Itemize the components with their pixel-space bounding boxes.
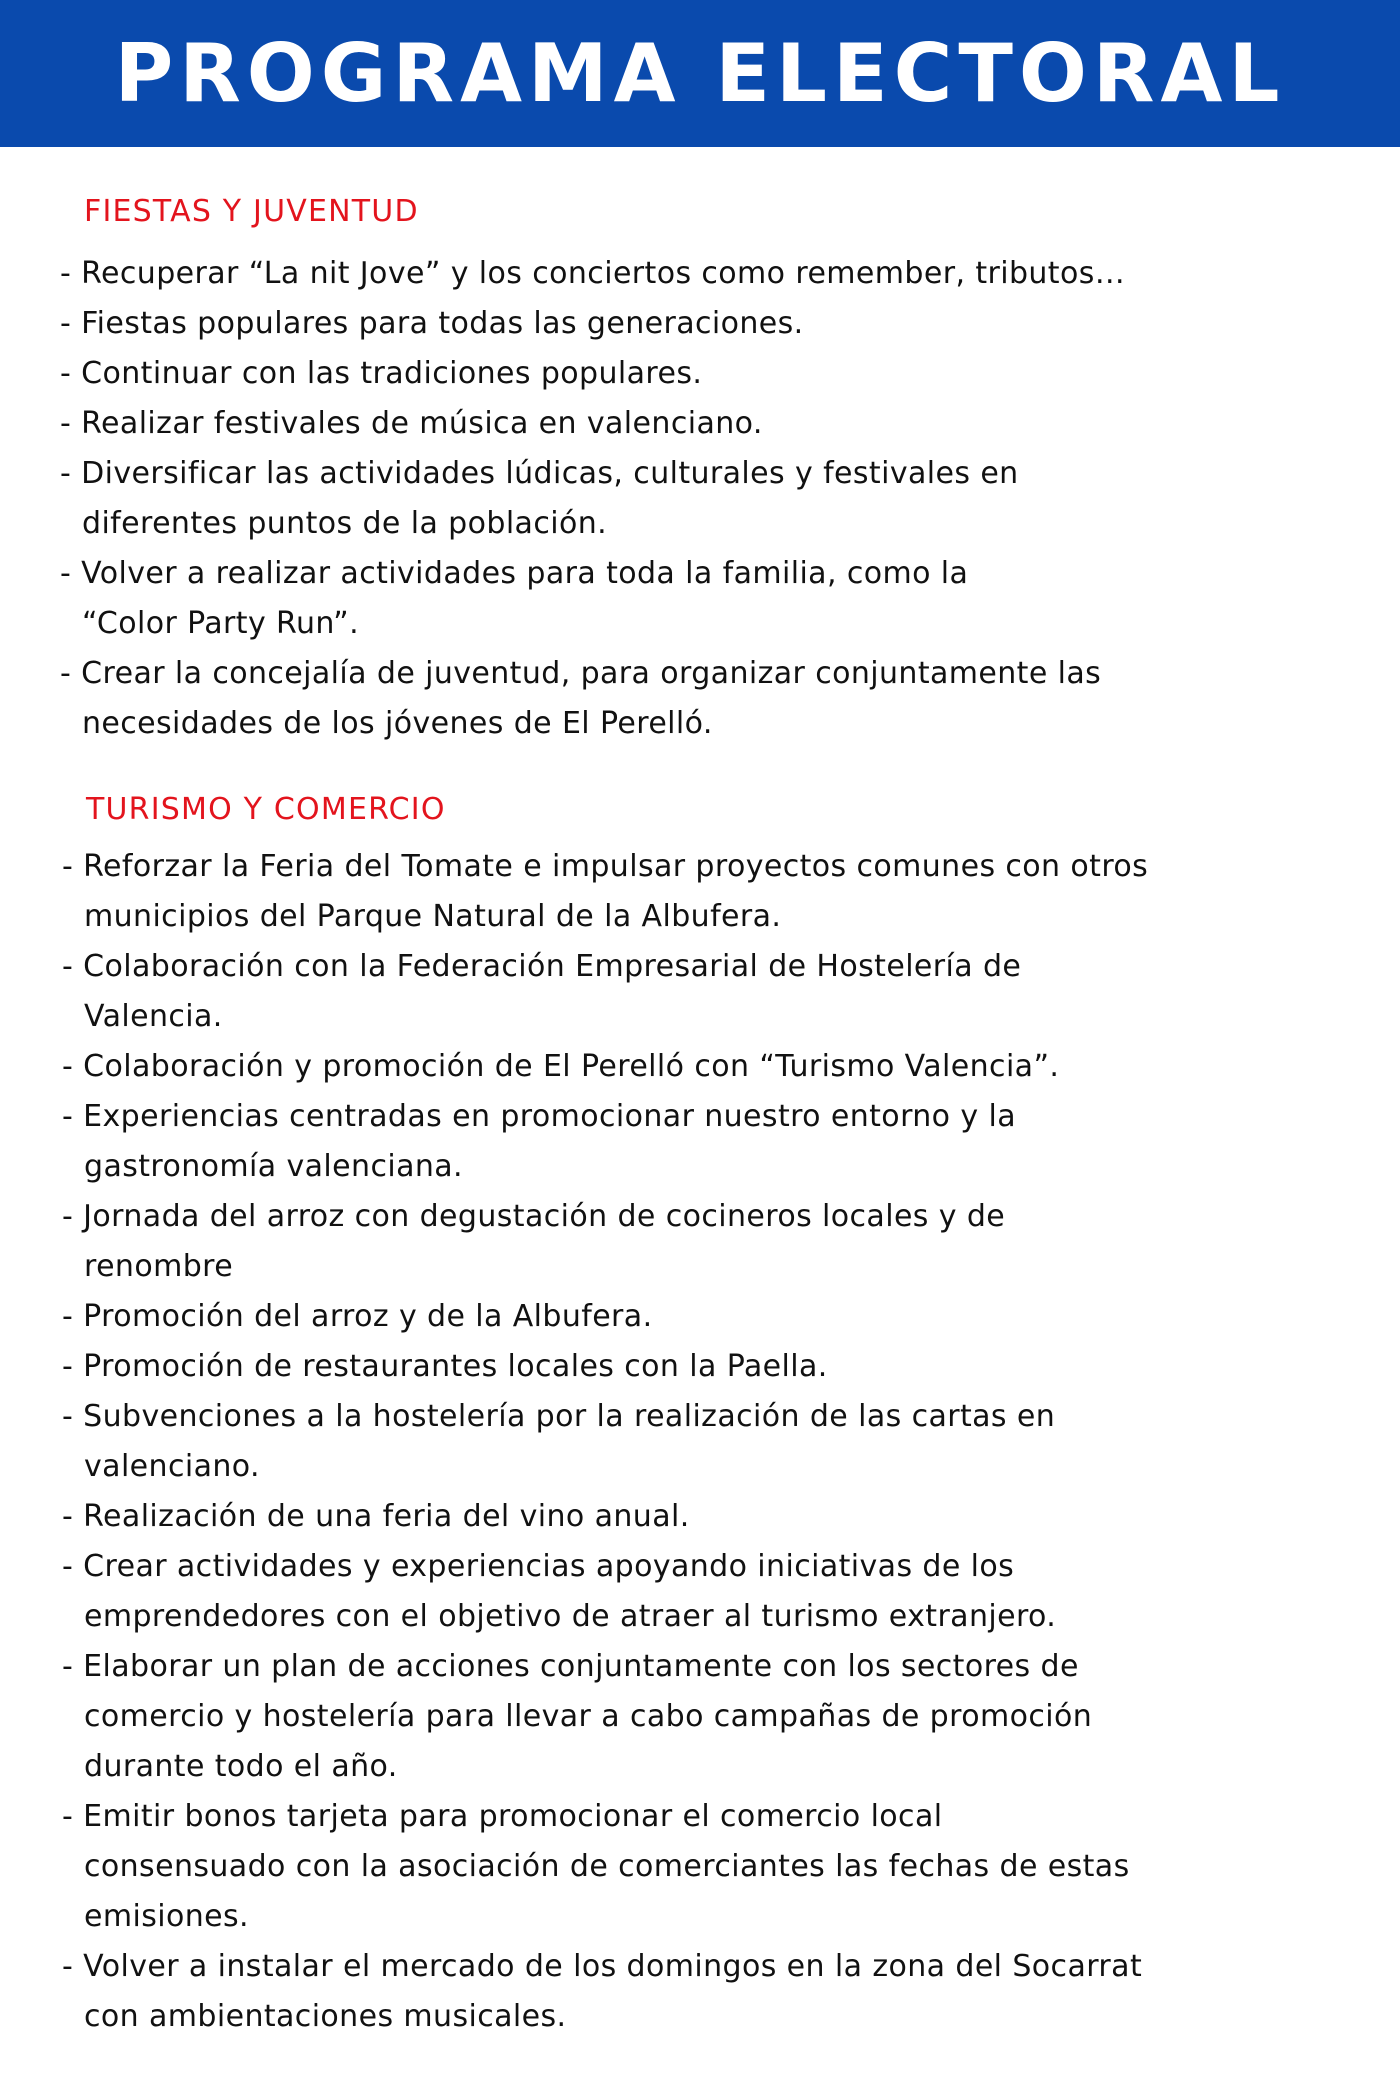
item-text: - Realización de una feria del vino anual.	[62, 1499, 690, 1534]
item-text: - Elaborar un plan de acciones conjuntamente con los sectores de	[62, 1649, 1079, 1684]
item-text: - Reforzar la Feria del Tomate e impulsar proyectos comunes con otros	[62, 849, 1149, 884]
item-text: - Fiestas populares para todas las generaciones.	[60, 306, 804, 341]
item-text-continuation: valenciano.	[84, 1449, 260, 1484]
list-item	[62, 1292, 1148, 1342]
item-text: - Experiencias centradas en promocionar nuestro entorno y la	[62, 1099, 1016, 1134]
item-text-continuation: con ambientaciones musicales.	[84, 1999, 567, 2034]
item-text: - Jornada del arroz con degustación de cocineros locales y de	[62, 1199, 1006, 1234]
item-text: - Colaboración y promoción de El Perelló con “Turismo Valencia”.	[62, 1049, 1060, 1084]
list-item	[60, 549, 1125, 649]
item-text: - Promoción de restaurantes locales con la Paella.	[62, 1349, 828, 1384]
item-text-continuation: gastronomía valenciana.	[84, 1149, 463, 1184]
list-item	[62, 842, 1148, 942]
item-text: - Realizar festivales de música en valenciano.	[60, 406, 763, 441]
item-text-continuation: municipios del Parque Natural de la Albufera.	[84, 899, 782, 934]
list-item	[62, 1542, 1148, 1642]
item-text-continuation: diferentes puntos de la población.	[82, 506, 608, 541]
item-text: - Continuar con las tradiciones populares.	[60, 356, 703, 391]
item-text-continuation: renombre	[84, 1249, 234, 1284]
list-item	[62, 942, 1148, 1042]
list-item	[60, 449, 1125, 549]
list-item	[62, 1492, 1148, 1542]
list-item	[62, 1392, 1148, 1492]
item-text: - Crear actividades y experiencias apoyando iniciativas de los	[62, 1549, 1015, 1584]
item-text: - Recuperar “La nit Jove” y los conciertos como remember, tributos…	[60, 256, 1126, 291]
item-text: - Crear la concejalía de juventud, para organizar conjuntamente las	[60, 656, 1102, 691]
section-title-fiestas: FIESTAS Y JUVENTUD	[84, 194, 419, 229]
item-text: - Volver a instalar el mercado de los domingos en la zona del Socarrat	[62, 1949, 1143, 1984]
list-item	[62, 1092, 1148, 1192]
item-text: - Emitir bonos tarjeta para promocionar el comercio local	[62, 1799, 943, 1834]
list-item	[62, 1642, 1148, 1792]
list-item	[62, 1792, 1148, 1942]
header-banner	[0, 0, 1400, 147]
item-text-continuation: comercio y hostelería para llevar a cabo campañas de promoción	[84, 1699, 1093, 1734]
section-title-turismo: TURISMO Y COMERCIO	[86, 792, 446, 827]
list-item	[62, 1192, 1148, 1292]
list-item	[60, 299, 1125, 349]
item-text-continuation: “Color Party Run”.	[82, 606, 360, 641]
list-item	[62, 1042, 1148, 1092]
fiestas-item-list	[60, 249, 1125, 749]
item-text: - Colaboración con la Federación Empresarial de Hostelería de	[62, 949, 1022, 984]
page-title: PROGRAMA ELECTORAL	[114, 26, 1286, 120]
list-item	[60, 649, 1125, 749]
list-item	[62, 1942, 1148, 2042]
item-text: - Subvenciones a la hostelería por la realización de las cartas en	[62, 1399, 1056, 1434]
list-item	[60, 349, 1125, 399]
item-text-continuation: consensuado con la asociación de comerciantes las fechas de estas	[84, 1849, 1130, 1884]
item-text: - Promoción del arroz y de la Albufera.	[62, 1299, 653, 1334]
list-item	[62, 1342, 1148, 1392]
list-item	[60, 249, 1125, 299]
item-text-continuation: Valencia.	[84, 999, 223, 1034]
item-text: - Diversificar las actividades lúdicas, culturales y festivales en	[60, 456, 1019, 491]
item-text-continuation: necesidades de los jóvenes de El Perelló.	[82, 706, 713, 741]
turismo-item-list	[62, 842, 1148, 2042]
item-text-continuation: durante todo el año.	[84, 1749, 398, 1784]
item-text: - Volver a realizar actividades para toda la familia, como la	[60, 556, 969, 591]
item-text-continuation: emisiones.	[84, 1899, 249, 1934]
list-item	[60, 399, 1125, 449]
item-text-continuation: emprendedores con el objetivo de atraer al turismo extranjero.	[84, 1599, 1057, 1634]
